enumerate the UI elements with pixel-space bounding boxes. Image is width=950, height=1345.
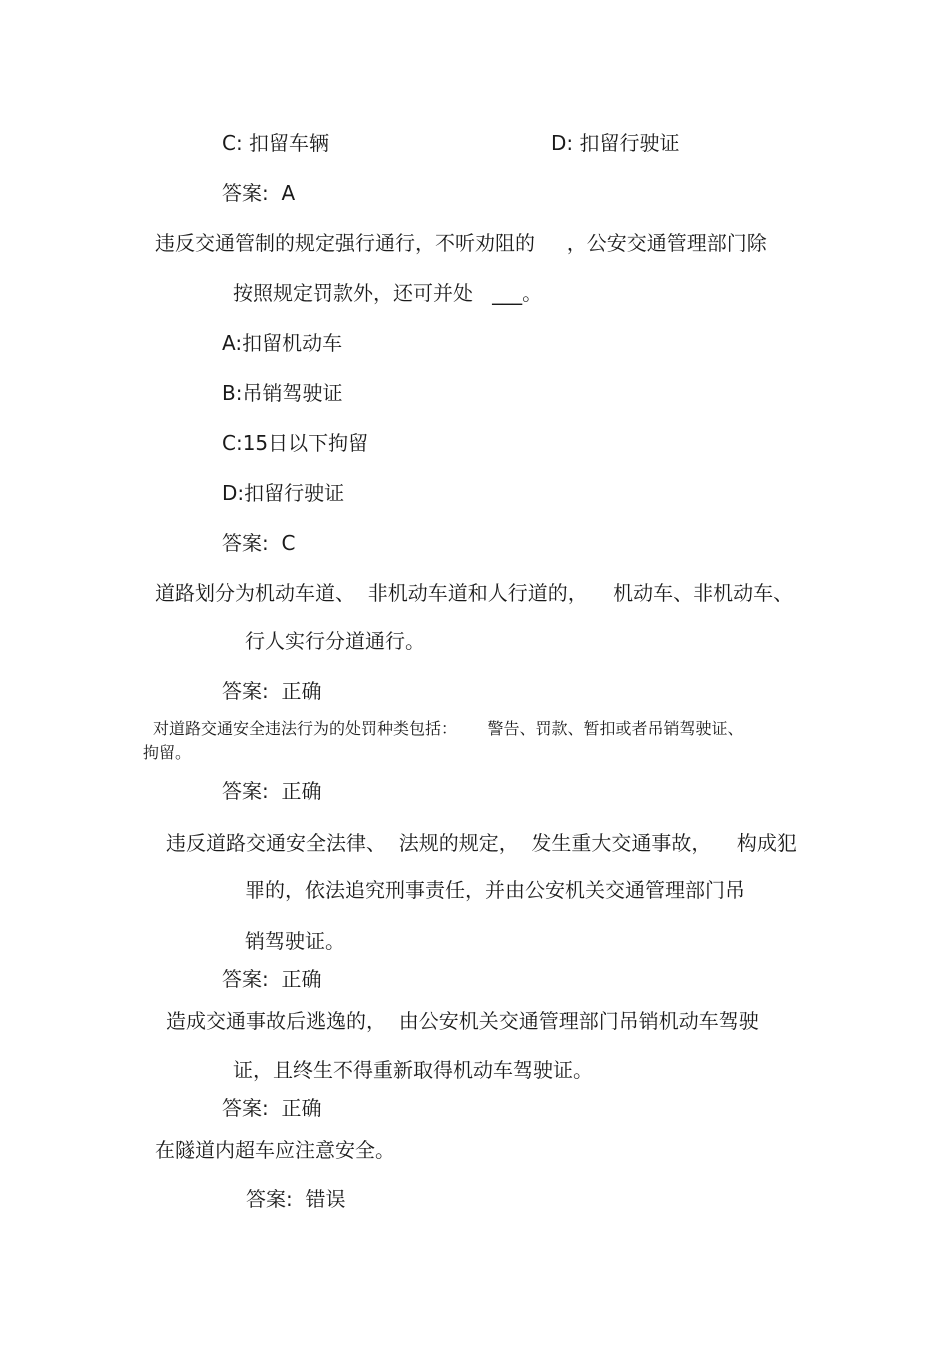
q2-answer: 答案: 正确 xyxy=(222,679,322,703)
q1-option-a: A:扣留机动车 xyxy=(222,331,343,355)
q4-answer: 答案: 正确 xyxy=(222,967,322,991)
q4-line-3: 销驾驶证。 xyxy=(245,929,345,953)
q3-line-2: 拘留。 xyxy=(143,743,192,762)
q1-option-c: C:15日以下拘留 xyxy=(222,431,369,455)
q3-answer: 答案: 正确 xyxy=(222,779,322,803)
q0-answer: 答案: A xyxy=(222,181,296,205)
q6-line-1: 在隧道内超车应注意安全。 xyxy=(155,1138,395,1162)
q0-option-d: D: 扣留行驶证 xyxy=(551,131,680,155)
q1-line-2: 按照规定罚款外，还可并处 ___。 xyxy=(233,281,543,305)
q1-option-b: B:吊销驾驶证 xyxy=(222,381,343,405)
q3-line-1: 对道路交通安全违法行为的处罚种类包括： 警告、罚款、暂扣或者吊销驾驶证、 xyxy=(153,719,744,738)
q2-line-2: 行人实行分道通行。 xyxy=(245,629,425,653)
q0-option-c: C: 扣留车辆 xyxy=(222,131,330,155)
q1-answer: 答案: C xyxy=(222,531,296,555)
q5-line-1: 造成交通事故后逃逸的， 由公安机关交通管理部门吊销机动车驾驶 xyxy=(166,1009,759,1033)
q2-line-1: 道路划分为机动车道、 非机动车道和人行道的， 机动车、非机动车、 xyxy=(155,581,794,605)
q4-line-2: 罪的，依法追究刑事责任，并由公安机关交通管理部门吊 xyxy=(245,878,745,902)
q6-answer: 答案: 错误 xyxy=(246,1187,346,1211)
q5-answer: 答案: 正确 xyxy=(222,1096,322,1120)
q1-option-d: D:扣留行驶证 xyxy=(222,481,345,505)
q4-line-1: 违反道路交通安全法律、 法规的规定， 发生重大交通事故， 构成犯 xyxy=(166,831,797,855)
q5-line-2: 证，且终生不得重新取得机动车驾驶证。 xyxy=(233,1058,593,1082)
q1-line-1: 违反交通管制的规定强行通行，不听劝阻的 ，公安交通管理部门除 xyxy=(155,231,767,255)
